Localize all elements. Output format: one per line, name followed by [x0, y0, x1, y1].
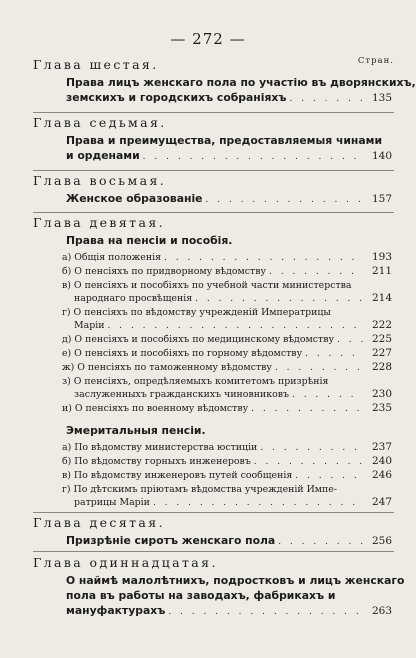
- entry-row: [66, 191, 392, 208]
- item-text: в) По вѣдомству инженеровъ путей сообщенія: [62, 470, 293, 481]
- dot-leader: [305, 348, 363, 361]
- page-ref: 225: [371, 333, 392, 345]
- entry-line: земскихъ и городскихъ собраніяхъ: [66, 91, 287, 104]
- chapter-10-entry: [66, 533, 392, 550]
- entry-line: и орденами: [66, 149, 140, 162]
- entry-line: Права лицъ женскаго пола по участію въ дворянскихъ,: [66, 76, 416, 89]
- dot-leader: [164, 252, 363, 265]
- divider: [33, 112, 394, 113]
- chapter-6-entry: [66, 75, 416, 107]
- page-ref: 227: [371, 347, 392, 359]
- page-ref: 256: [371, 535, 392, 547]
- dot-leader: [251, 403, 363, 416]
- page-ref: 222: [371, 319, 392, 331]
- page-number: — 272 —: [170, 30, 246, 48]
- toc-item: [62, 441, 392, 455]
- page-ref: 247: [371, 496, 392, 508]
- dot-leader: [107, 320, 363, 333]
- entry-line: пола въ работы на заводахъ, фабрикахъ и: [66, 589, 336, 602]
- entry-line: мануфактурахъ: [66, 604, 166, 617]
- item-text: ратрицы Маріи: [74, 497, 150, 508]
- dot-leader: [337, 334, 363, 347]
- item-text: а) По вѣдомству министерства юстиціи: [62, 442, 258, 453]
- dot-leader: [289, 92, 363, 107]
- item-text: народнаго просвѣщенія: [74, 293, 193, 304]
- chapter-10-heading: Глава десятая.: [33, 515, 165, 530]
- page-ref: 140: [371, 150, 392, 162]
- chapter-9-heading: Глава девятая.: [33, 215, 165, 230]
- item-text: е) О пенсіяхъ и пособіяхъ по горному вѣдомству: [62, 348, 303, 359]
- dot-leader: [254, 456, 363, 469]
- dot-leader: [269, 266, 363, 279]
- item-text: в) О пенсіяхъ и пособіяхъ по учебной части министерства: [62, 280, 352, 291]
- chapter-8-heading: Глава восьмая.: [33, 173, 167, 188]
- dot-leader: [260, 442, 363, 455]
- item-text: ж) О пенсіяхъ по таможенному вѣдомству: [62, 362, 272, 373]
- page-column-label: Стран.: [357, 56, 394, 66]
- toc-item: [62, 347, 392, 361]
- page-ref: 214: [371, 292, 392, 304]
- entry-line: О наймѣ малолѣтнихъ, подростковъ и лицъ женскаго: [66, 574, 405, 587]
- divider: [33, 551, 394, 552]
- section-title: Эмеритальныя пенсіи.: [66, 424, 206, 437]
- page-ref: 246: [371, 469, 392, 481]
- toc-item: [62, 333, 392, 347]
- chapter-7-entry: [66, 133, 392, 165]
- chapter-6-heading: Глава шестая.: [33, 57, 159, 72]
- toc-item: [62, 251, 392, 265]
- dot-leader: [206, 193, 364, 208]
- dot-leader: [153, 497, 363, 510]
- dot-leader: [275, 362, 363, 375]
- page-ref: 135: [371, 92, 392, 104]
- entry-row: [66, 148, 392, 165]
- item-text: и) О пенсіяхъ по военному вѣдомству: [62, 403, 249, 414]
- section-title: Права на пенсіи и пособія.: [66, 234, 233, 247]
- entry-line: Женское образованіе: [66, 192, 203, 205]
- page-ref: 235: [371, 402, 392, 414]
- toc-item: [62, 455, 392, 469]
- divider: [33, 512, 394, 513]
- page-ref: 157: [371, 193, 392, 205]
- item-text: Маріи: [74, 320, 105, 331]
- page-ref: 263: [371, 605, 392, 617]
- item-text: д) О пенсіяхъ и пособіяхъ по медицинскому вѣдомству: [62, 334, 334, 345]
- page-ref: 230: [371, 388, 392, 400]
- chapter-7-heading: Глава седьмая.: [33, 115, 167, 130]
- divider: [33, 170, 394, 171]
- item-text: б) По вѣдомству горныхъ инженеровъ: [62, 456, 251, 467]
- toc-item: [62, 279, 392, 306]
- item-text: г) По дѣтскимъ пріютамъ вѣдомства учрежденій Импе-: [62, 484, 338, 495]
- divider: [33, 212, 394, 213]
- toc-item: [62, 402, 392, 416]
- page-ref: 228: [371, 361, 392, 373]
- toc-item: [62, 483, 392, 510]
- page-ref: 193: [371, 251, 392, 263]
- toc-item: [62, 375, 392, 402]
- entry-row: [66, 90, 392, 107]
- dot-leader: [195, 293, 363, 306]
- dot-leader: [168, 605, 363, 620]
- item-text: заслуженныхъ гражданскихъ чиновниковъ: [74, 389, 289, 400]
- dot-leader: [292, 389, 363, 402]
- dot-leader: [278, 535, 363, 550]
- entry-line: Призрѣніе сиротъ женскаго пола: [66, 534, 276, 547]
- item-text: б) О пенсіяхъ по придворному вѣдомству: [62, 266, 267, 277]
- page-ref: 237: [371, 441, 392, 453]
- page-ref: 211: [371, 265, 392, 277]
- toc-item: [62, 361, 392, 375]
- dot-leader: [295, 470, 363, 483]
- chapter-8-entry: [66, 191, 392, 208]
- item-text: з) О пенсіяхъ, опредѣляемыхъ комитетомъ призрѣнія: [62, 376, 329, 387]
- chapter-11-heading: Глава одиннадцатая.: [33, 555, 218, 570]
- entry-row: [66, 603, 392, 620]
- page-ref: 240: [371, 455, 392, 467]
- toc-item: [62, 469, 392, 483]
- item-text: г) О пенсіяхъ по вѣдомству учрежденій Императрицы: [62, 307, 331, 318]
- chapter-11-entry: [66, 573, 405, 620]
- dot-leader: [143, 150, 363, 165]
- toc-item: [62, 265, 392, 279]
- entry-row: [66, 533, 392, 550]
- item-text: а) Общія положенія: [62, 252, 161, 263]
- toc-item: [62, 306, 392, 333]
- entry-line: Права и преимущества, предоставляемыя чинами: [66, 134, 383, 147]
